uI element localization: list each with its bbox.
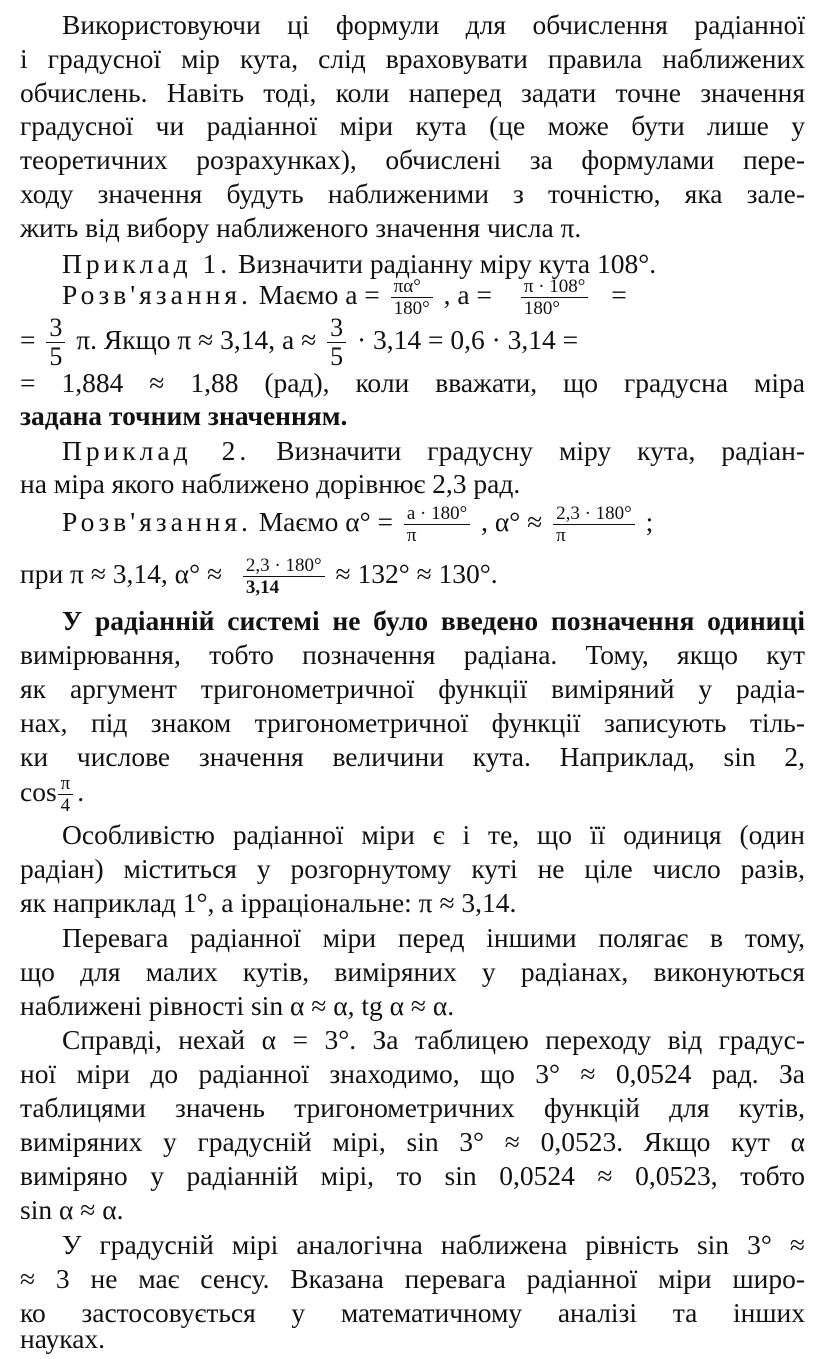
text-line: таблицями значень тригонометричних функцій для кутів, bbox=[20, 1092, 805, 1123]
text-line: ки числове значення величини кута. Наприклад, sin 2, bbox=[20, 741, 805, 772]
text-line: жить від вибору наближеного значення числа π. bbox=[20, 212, 582, 243]
fraction-denominator: 180° bbox=[523, 298, 560, 320]
equation-text: , a = bbox=[443, 279, 492, 310]
example-task: Визначити градусну міру кута, радіан- bbox=[276, 435, 805, 466]
text-line: задана точним значенням. bbox=[20, 400, 348, 431]
text-line: обчислень. Навіть тоді, коли наперед задати точне значення bbox=[20, 77, 805, 108]
fraction-denominator: 5 bbox=[330, 342, 344, 372]
text-line: виміряно у радіанній мірі, то sin 0,0524 ≈ 0,0523, тобто bbox=[20, 1160, 805, 1191]
fraction-denominator: 3,14 bbox=[245, 577, 280, 599]
fraction bbox=[243, 555, 325, 598]
fraction-denominator: 180° bbox=[393, 298, 430, 320]
fraction bbox=[404, 503, 470, 546]
fraction-numerator: 3 bbox=[327, 314, 346, 343]
text-line: = 1,884 ≈ 1,88 (рад), коли вважати, що градусна міра bbox=[20, 367, 805, 398]
solution-label: Розв'язання. bbox=[62, 279, 252, 310]
equation-text: ; bbox=[645, 506, 654, 537]
text-line: У радіанній системі не було введено позначення одиниці bbox=[62, 605, 805, 636]
fraction bbox=[327, 314, 346, 371]
equation-text: Маємо α° = bbox=[258, 506, 393, 537]
fraction-numerator: 3 bbox=[46, 314, 65, 343]
text-line: нах, під знаком тригонометричної функції записують тіль- bbox=[20, 707, 805, 738]
text-line: Особливістю радіанної міри є і те, що її одиниця (один bbox=[62, 819, 805, 850]
text-line: як аргумент тригонометричної функції виміряний у радіа- bbox=[20, 673, 805, 704]
text-line: ної міри до радіанної знаходимо, що 3° ≈ 0,0524 рад. За bbox=[20, 1058, 805, 1089]
fraction-numerator: π · 108° bbox=[521, 276, 589, 298]
text-line: ко застосовується у математичному аналізі та інших bbox=[20, 1297, 805, 1328]
text-line: ходу значення будуть наближеними з точністю, яка зале- bbox=[20, 178, 805, 209]
text-line: і градусної мір кута, слід враховувати правила наближених bbox=[20, 43, 805, 74]
example-2-calc bbox=[20, 546, 805, 602]
example-label: Приклад 1. bbox=[62, 248, 232, 279]
example-1-calc bbox=[20, 312, 805, 372]
equation-text: π. Якщо π ≈ 3,14, a ≈ bbox=[76, 324, 317, 355]
text-line: теоретичних розрахунках), обчислені за формулами пере- bbox=[20, 144, 805, 175]
fraction-denominator: 5 bbox=[49, 342, 63, 372]
example-label: Приклад 2. bbox=[62, 435, 251, 466]
text-line: виміряних у градусній мірі, sin 3° ≈ 0,0523. Якщо кут α bbox=[20, 1126, 805, 1157]
text-line: як наприклад 1°, а ірраціональне: π ≈ 3,14. bbox=[20, 887, 517, 918]
fraction-numerator: π bbox=[58, 773, 74, 795]
equation-text: ≈ 132° ≈ 130°. bbox=[335, 558, 498, 589]
text-line: градусної чи радіанної міри кута (це може бути лише у bbox=[20, 110, 805, 141]
fraction-numerator: 2,3 · 180° bbox=[553, 503, 635, 525]
text-line: на міра якого наближено дорівнює 2,3 рад. bbox=[20, 468, 521, 499]
equation-text: при π ≈ 3,14, α° ≈ bbox=[20, 558, 223, 589]
fraction-denominator: 4 bbox=[60, 795, 71, 817]
equation-text: Маємо a = bbox=[258, 279, 380, 310]
text-line: наближені рівності sin α ≈ α, tg α ≈ α. bbox=[20, 990, 455, 1021]
equation-text: , α° ≈ bbox=[481, 506, 543, 537]
text-line: Перевага радіанної міри перед іншими полягає в тому, bbox=[62, 922, 805, 953]
text-line: що для малих кутів, виміряних у радіанах, виконуються bbox=[20, 956, 805, 987]
equation-text: cos bbox=[20, 776, 57, 807]
fraction bbox=[553, 503, 635, 546]
text-line: науках. bbox=[20, 1323, 106, 1354]
fraction-denominator: π bbox=[556, 525, 566, 547]
example-task: Визначити радіанну міру кута 108°. bbox=[237, 248, 657, 279]
fraction bbox=[58, 773, 74, 816]
example-2-solution bbox=[62, 494, 805, 550]
text-line: ≈ 3 не має сенсу. Вказана перевага радіанної міри широ- bbox=[20, 1263, 805, 1294]
fraction-numerator: πα° bbox=[391, 276, 433, 298]
text-line: sin α ≈ α. bbox=[20, 1194, 124, 1225]
example-2-heading bbox=[62, 434, 805, 468]
fraction-numerator: a · 180° bbox=[404, 503, 470, 525]
text-line: вимірювання, тобто позначення радіана. Тому, якщо кут bbox=[20, 639, 805, 670]
text-line: Використовуючи ці формули для обчислення радіанної bbox=[62, 9, 805, 40]
text-line: У градусній мірі аналогічна наближена рівність sin 3° ≈ bbox=[62, 1229, 805, 1260]
cos-example bbox=[20, 764, 805, 820]
equation-text: = bbox=[20, 324, 36, 355]
fraction-denominator: π bbox=[406, 525, 417, 547]
text-line: радіан) міститься у розгорнутому куті не ціле число разів, bbox=[20, 853, 805, 884]
equation-text: · 3,14 = 0,6 · 3,14 = bbox=[356, 324, 579, 355]
solution-label: Розв'язання. bbox=[62, 506, 252, 537]
equation-text: . bbox=[77, 776, 85, 807]
text-line: Справді, нехай α = 3°. За таблицею переходу від градус- bbox=[62, 1024, 805, 1055]
fraction-numerator: 2,3 · 180° bbox=[243, 555, 325, 577]
fraction bbox=[46, 314, 65, 371]
equation-text: = bbox=[611, 279, 627, 310]
